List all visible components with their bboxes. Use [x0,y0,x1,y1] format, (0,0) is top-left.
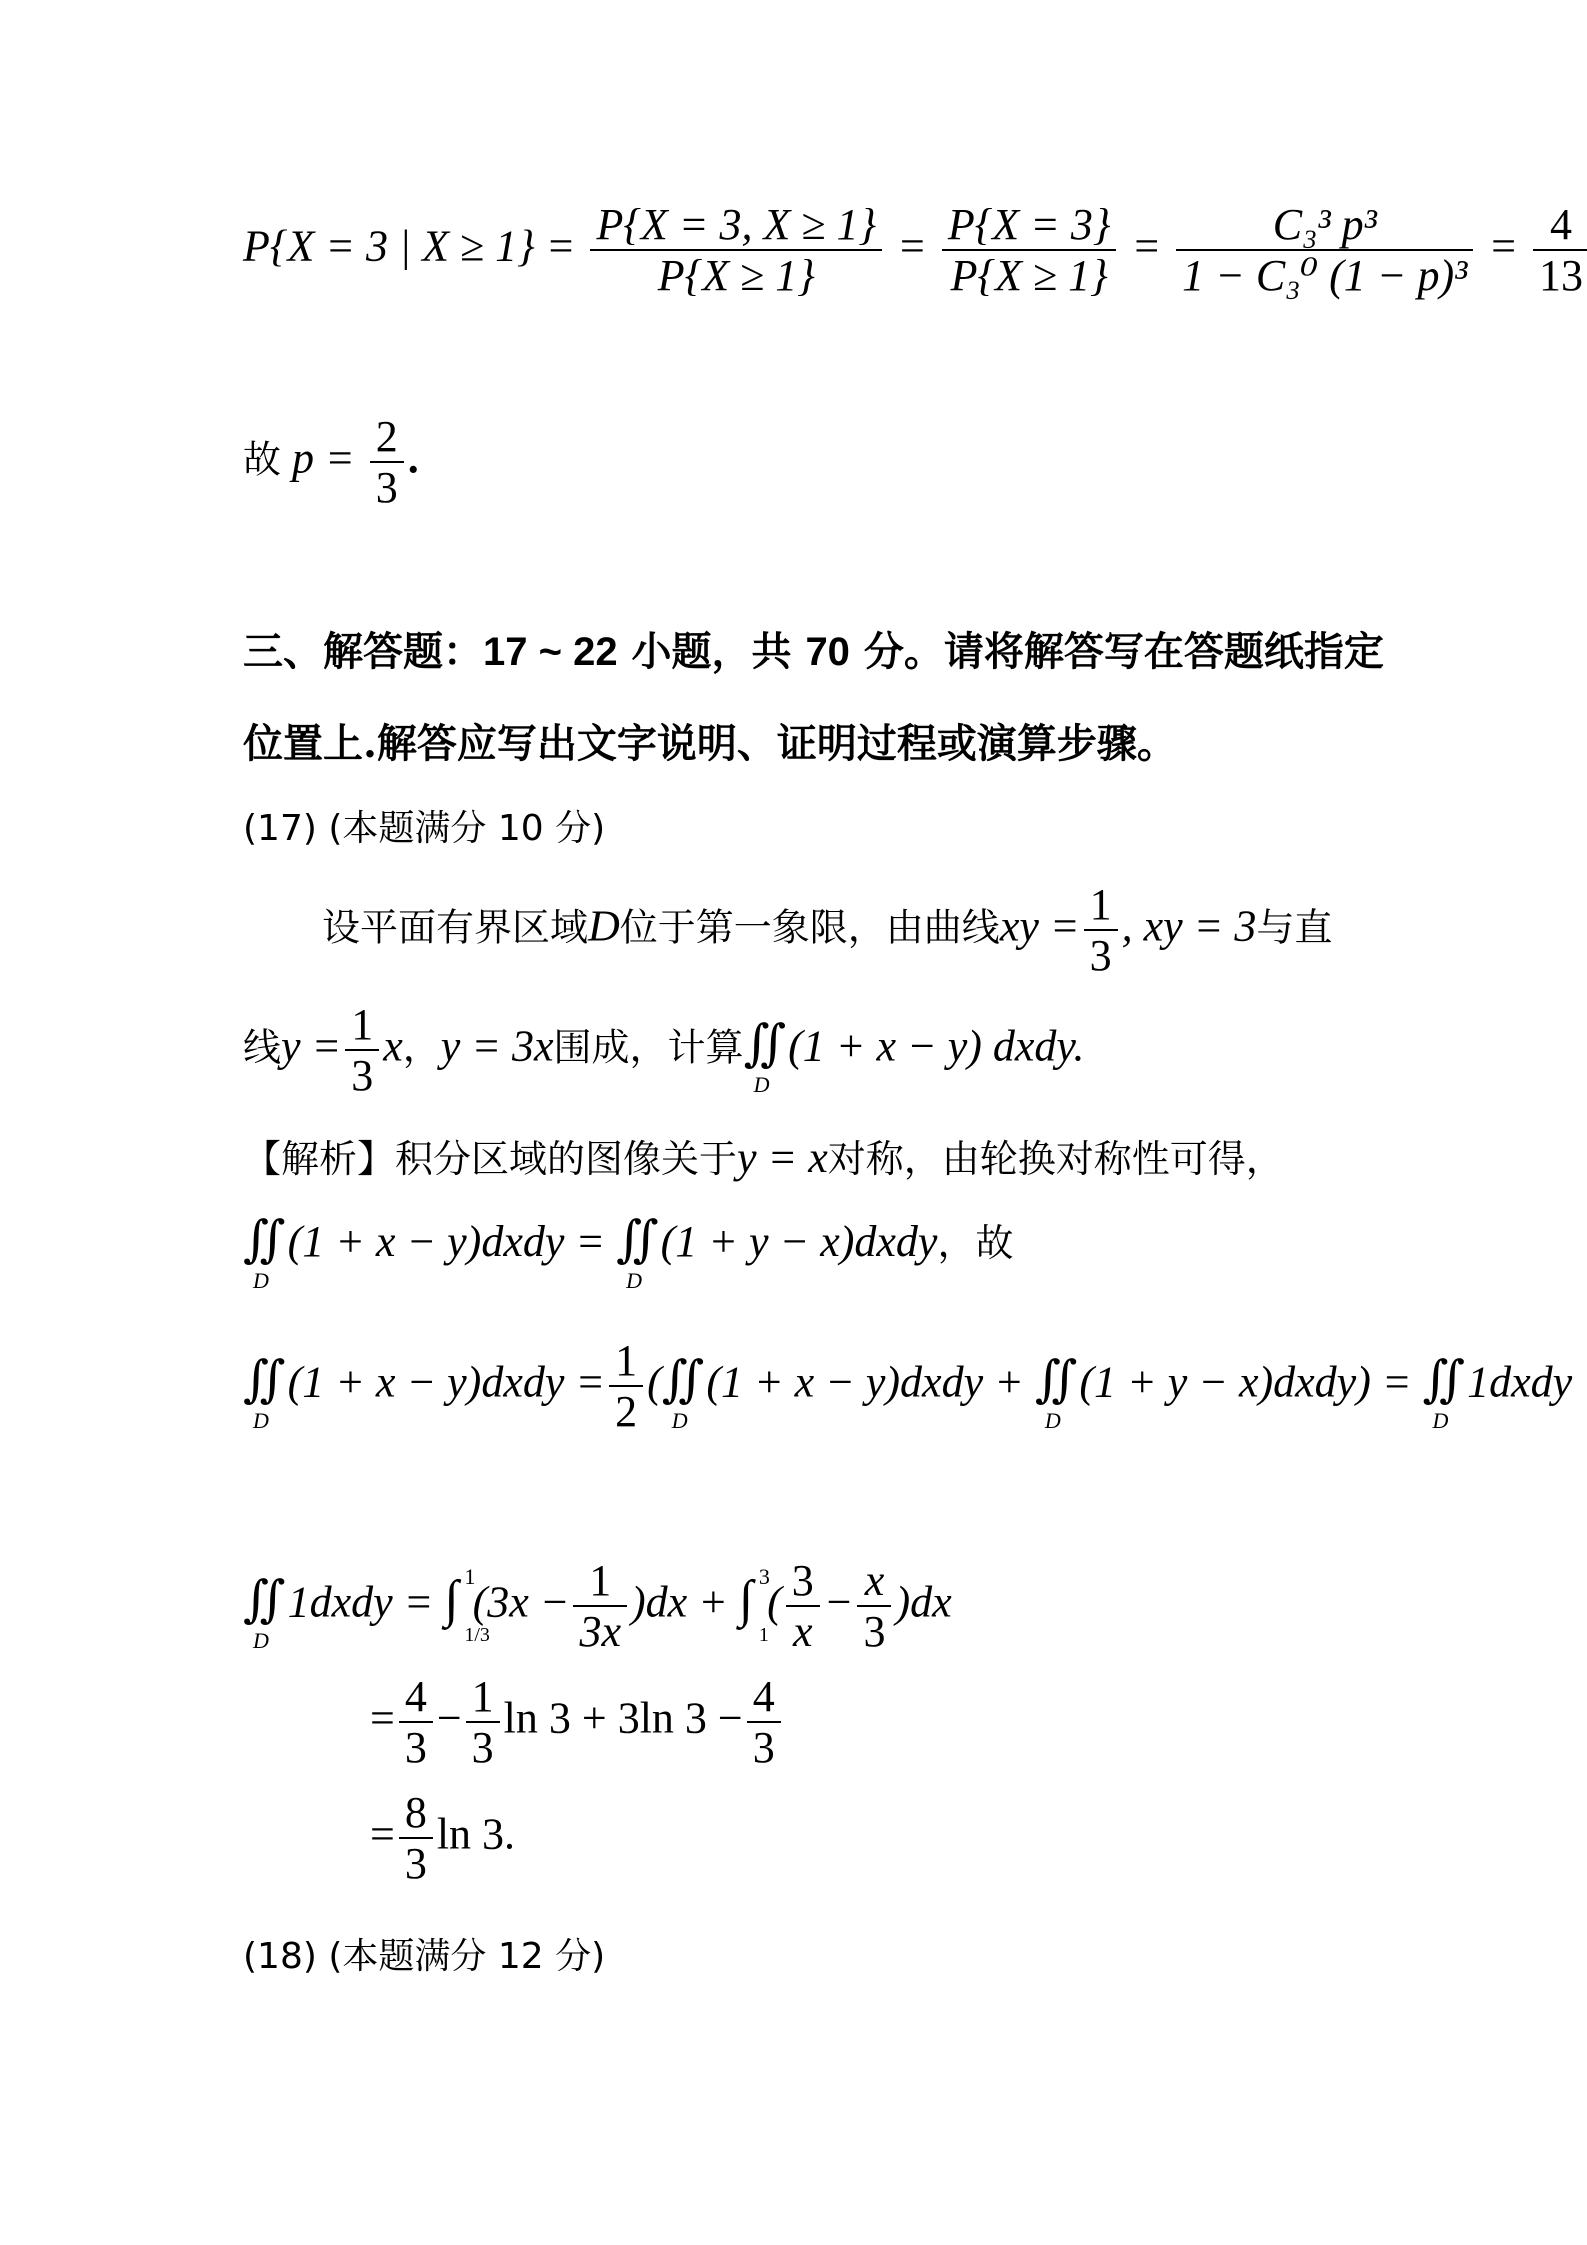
q17-problem-line2: 线y = $\frac{1}{3}$ x，y = 3x围成，计算∬ D (1 + x − y) dxdy. [243,1000,1085,1101]
fraction-1: $\frac{P\{X = 3, X \ge 1\}}{P\{X \ge 1\}}$ [590,200,882,301]
fraction-2: $\frac{P\{X = 3\}}{P\{X \ge 1\}}$ [942,200,1117,301]
probability-equation: P{X = 3 | X ≥ 1} = $\frac{P\{X = 3, X \ge 1\}}{P\{X \ge 1\}}$ = $\frac{P\{X = 3\}}{P\{X \ge 1\}}$ = $\frac{\text{C₃³ p³}}{\text{1 − C₃⁰ (1 − p)³}}$ = $\frac{4}{13}$ [243,200,1587,301]
conclusion-line: 故 p = $\frac{2}{3}$ . [243,412,419,513]
solution-line1: ∬ D (1 + x − y)dxdy = ∬ D (1 + y − x)dxdy，故 [243,1211,1014,1293]
integral-1: ∫ 1 1/3 [444,1564,490,1647]
fraction-3: $\frac{\text{C₃³ p³}}{\text{1 − C₃⁰ (1 − p)³}}$ [1176,200,1473,301]
integral-2: ∫ 3 1 [738,1564,770,1647]
double-integral-symbol: ∬ D [743,1015,787,1098]
fraction-result: $\frac{4}{13}$ [1533,200,1587,301]
solution-line2: ∬ D (1 + x − y)dxdy = $\frac{1}{2}$ (∬ D (1 + x − y)dxdy + ∬ D (1 + y − x)dxdy) = ∬ D 1dxdy [243,1336,1573,1437]
q17-problem-line1: 设平面有界区域D位于第一象限，由曲线xy = $\frac{1}{3}$ , xy = 3与直 [322,880,1333,981]
solution-line3: ∬ D 1dxdy = ∫ 1 1/3 (3x − $\frac{1}{3x}$ )dx + ∫ 3 1 ( $\frac{3}{x}$ − $\frac{x}{3}$ )dx [243,1556,952,1657]
section-heading-line2: 位置上.解答应写出文字说明、证明过程或演算步骤。 [243,720,1177,767]
question-17-label: (17) (本题满分 10 分) [243,808,606,849]
solution-intro: 【解析】积分区域的图像关于y = x对称，由轮换对称性可得， [243,1133,1284,1182]
solution-line5: = $\frac{8}{3}$ ln 3. [370,1788,516,1889]
section-heading-line1: 三、解答题：17 ~ 22 小题，共 70 分。请将解答写在答题纸指定 [243,628,1384,675]
eq-lhs: P{X = 3 | X ≥ 1} = [243,221,576,271]
p-fraction: $\frac{2}{3}$ [370,412,404,513]
solution-line4: = $\frac{4}{3}$ − $\frac{1}{3}$ ln 3 + 3ln 3 − $\frac{4}{3}$ [370,1672,785,1773]
question-18-label: (18) (本题满分 12 分) [243,1936,606,1977]
